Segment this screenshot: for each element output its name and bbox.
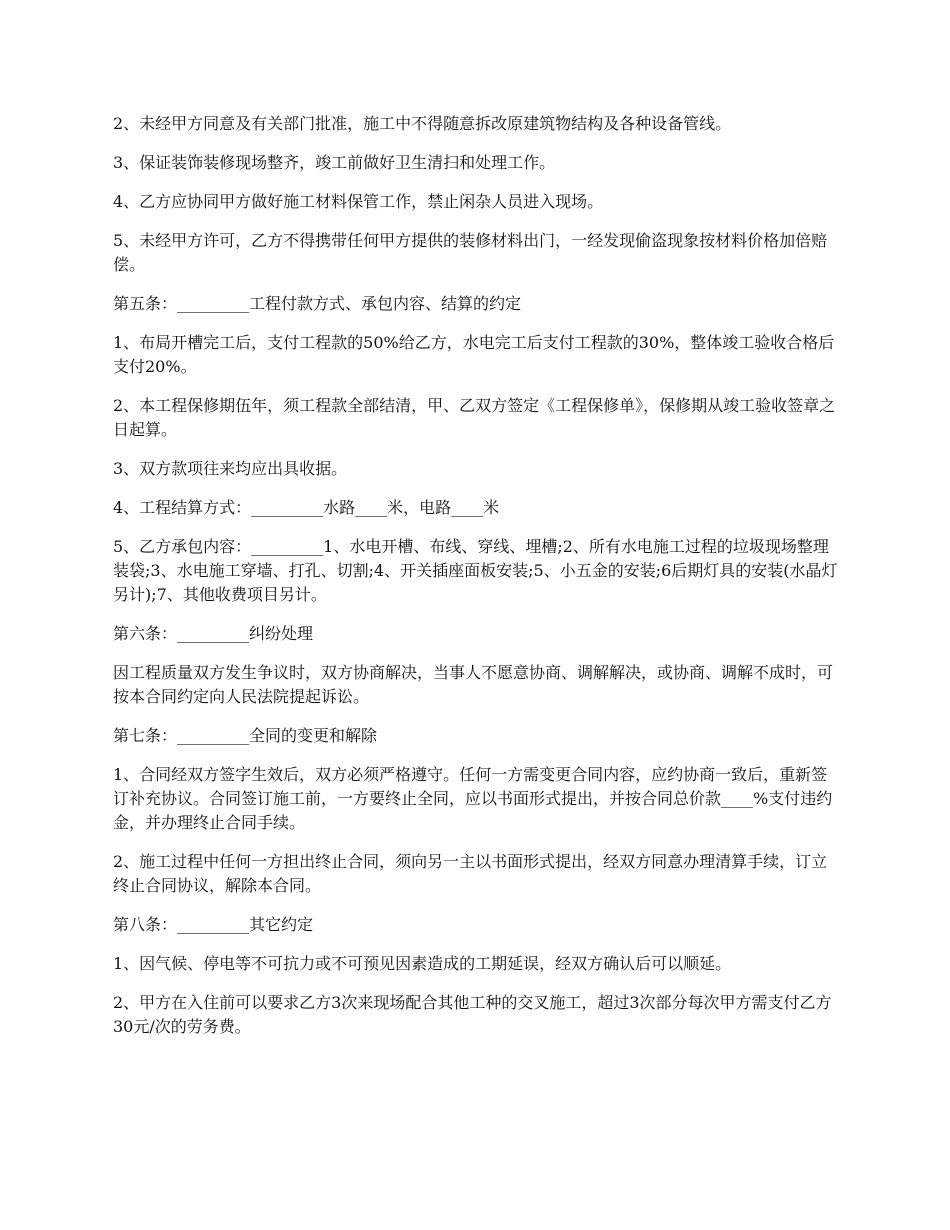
paragraph-article-5-item-1: 1、布局开槽完工后，支付工程款的50%给乙方，水电完工后支付工程款的30%，整体竣工验收合格后支付20%。: [113, 333, 835, 376]
paragraph-article-7-item-1: 1、合同经双方签字生效后，双方必须严格遵守。任何一方需变更合同内容，应约协商一致后，重新签订补充协议。合同签订施工前，一方要终止全同，应以书面形式提出，并按合同总价款____%支付违约金，并办理终止合同手续。: [113, 765, 833, 832]
heading-article-6: 第六条：_________纠纷处理: [113, 624, 314, 643]
paragraph-article-5-item-3: 3、双方款项往来均应出具收据。: [113, 459, 348, 478]
paragraph-article-5-item-2: 2、本工程保修期伍年，须工程款全部结清，甲、乙双方签定《工程保修单》，保修期从竣工验收签章之日起算。: [113, 396, 836, 439]
paragraph-clause-4-item-4: 4、乙方应协同甲方做好施工材料保管工作，禁止闲杂人员进入现场。: [113, 192, 604, 211]
paragraph-article-7-item-2: 2、施工过程中任何一方担出终止合同，须向另一主以书面形式提出，经双方同意办理清算手续，订立终止合同协议，解除本合同。: [113, 852, 828, 895]
paragraph-clause-4-item-3: 3、保证装饰装修现场整齐，竣工前做好卫生清扫和处理工作。: [113, 153, 556, 172]
heading-article-5: 第五条：_________工程付款方式、承包内容、结算的约定: [113, 294, 522, 313]
document-body: [113, 112, 839, 1054]
paragraph-clause-4-item-2: 2、未经甲方同意及有关部门批准，施工中不得随意拆改原建筑物结构及各种设备管线。: [113, 114, 732, 133]
paragraph-article-5-item-4: 4、工程结算方式：_________水路____米，电路____米: [113, 498, 500, 517]
paragraph-article-5-item-5: 5、乙方承包内容：_________1、水电开槽、布线、穿线、埋槽;2、所有水电施工过程的垃圾现场整理装袋;3、水电施工穿墙、打孔、切割;4、开关插座面板安装;5、小五金的安装;6后期灯具的安装(水晶灯另计);7、其他收费项目另计。: [113, 537, 838, 604]
paragraph-article-6-body: 因工程质量双方发生争议时，双方协商解决，当事人不愿意协商、调解解决，或协商、调解不成时，可按本合同约定向人民法院提起诉讼。: [113, 663, 834, 706]
paragraph-article-8-item-1: 1、因气候、停电等不可抗力或不可预见因素造成的工期延误，经双方确认后可以顺延。: [113, 954, 732, 973]
paragraph-article-8-item-2: 2、甲方在入住前可以要求乙方3次来现场配合其他工种的交叉施工，超过3次部分每次甲方需支付乙方30元/次的劳务费。: [113, 993, 832, 1036]
paragraph-clause-4-item-5: 5、未经甲方许可，乙方不得携带任何甲方提供的装修材料出门，一经发现偷盗现象按材料价格加倍赔偿。: [113, 231, 828, 274]
heading-article-7: 第七条：_________全同的变更和解除: [113, 726, 378, 745]
heading-article-8: 第八条：_________其它约定: [113, 915, 314, 934]
